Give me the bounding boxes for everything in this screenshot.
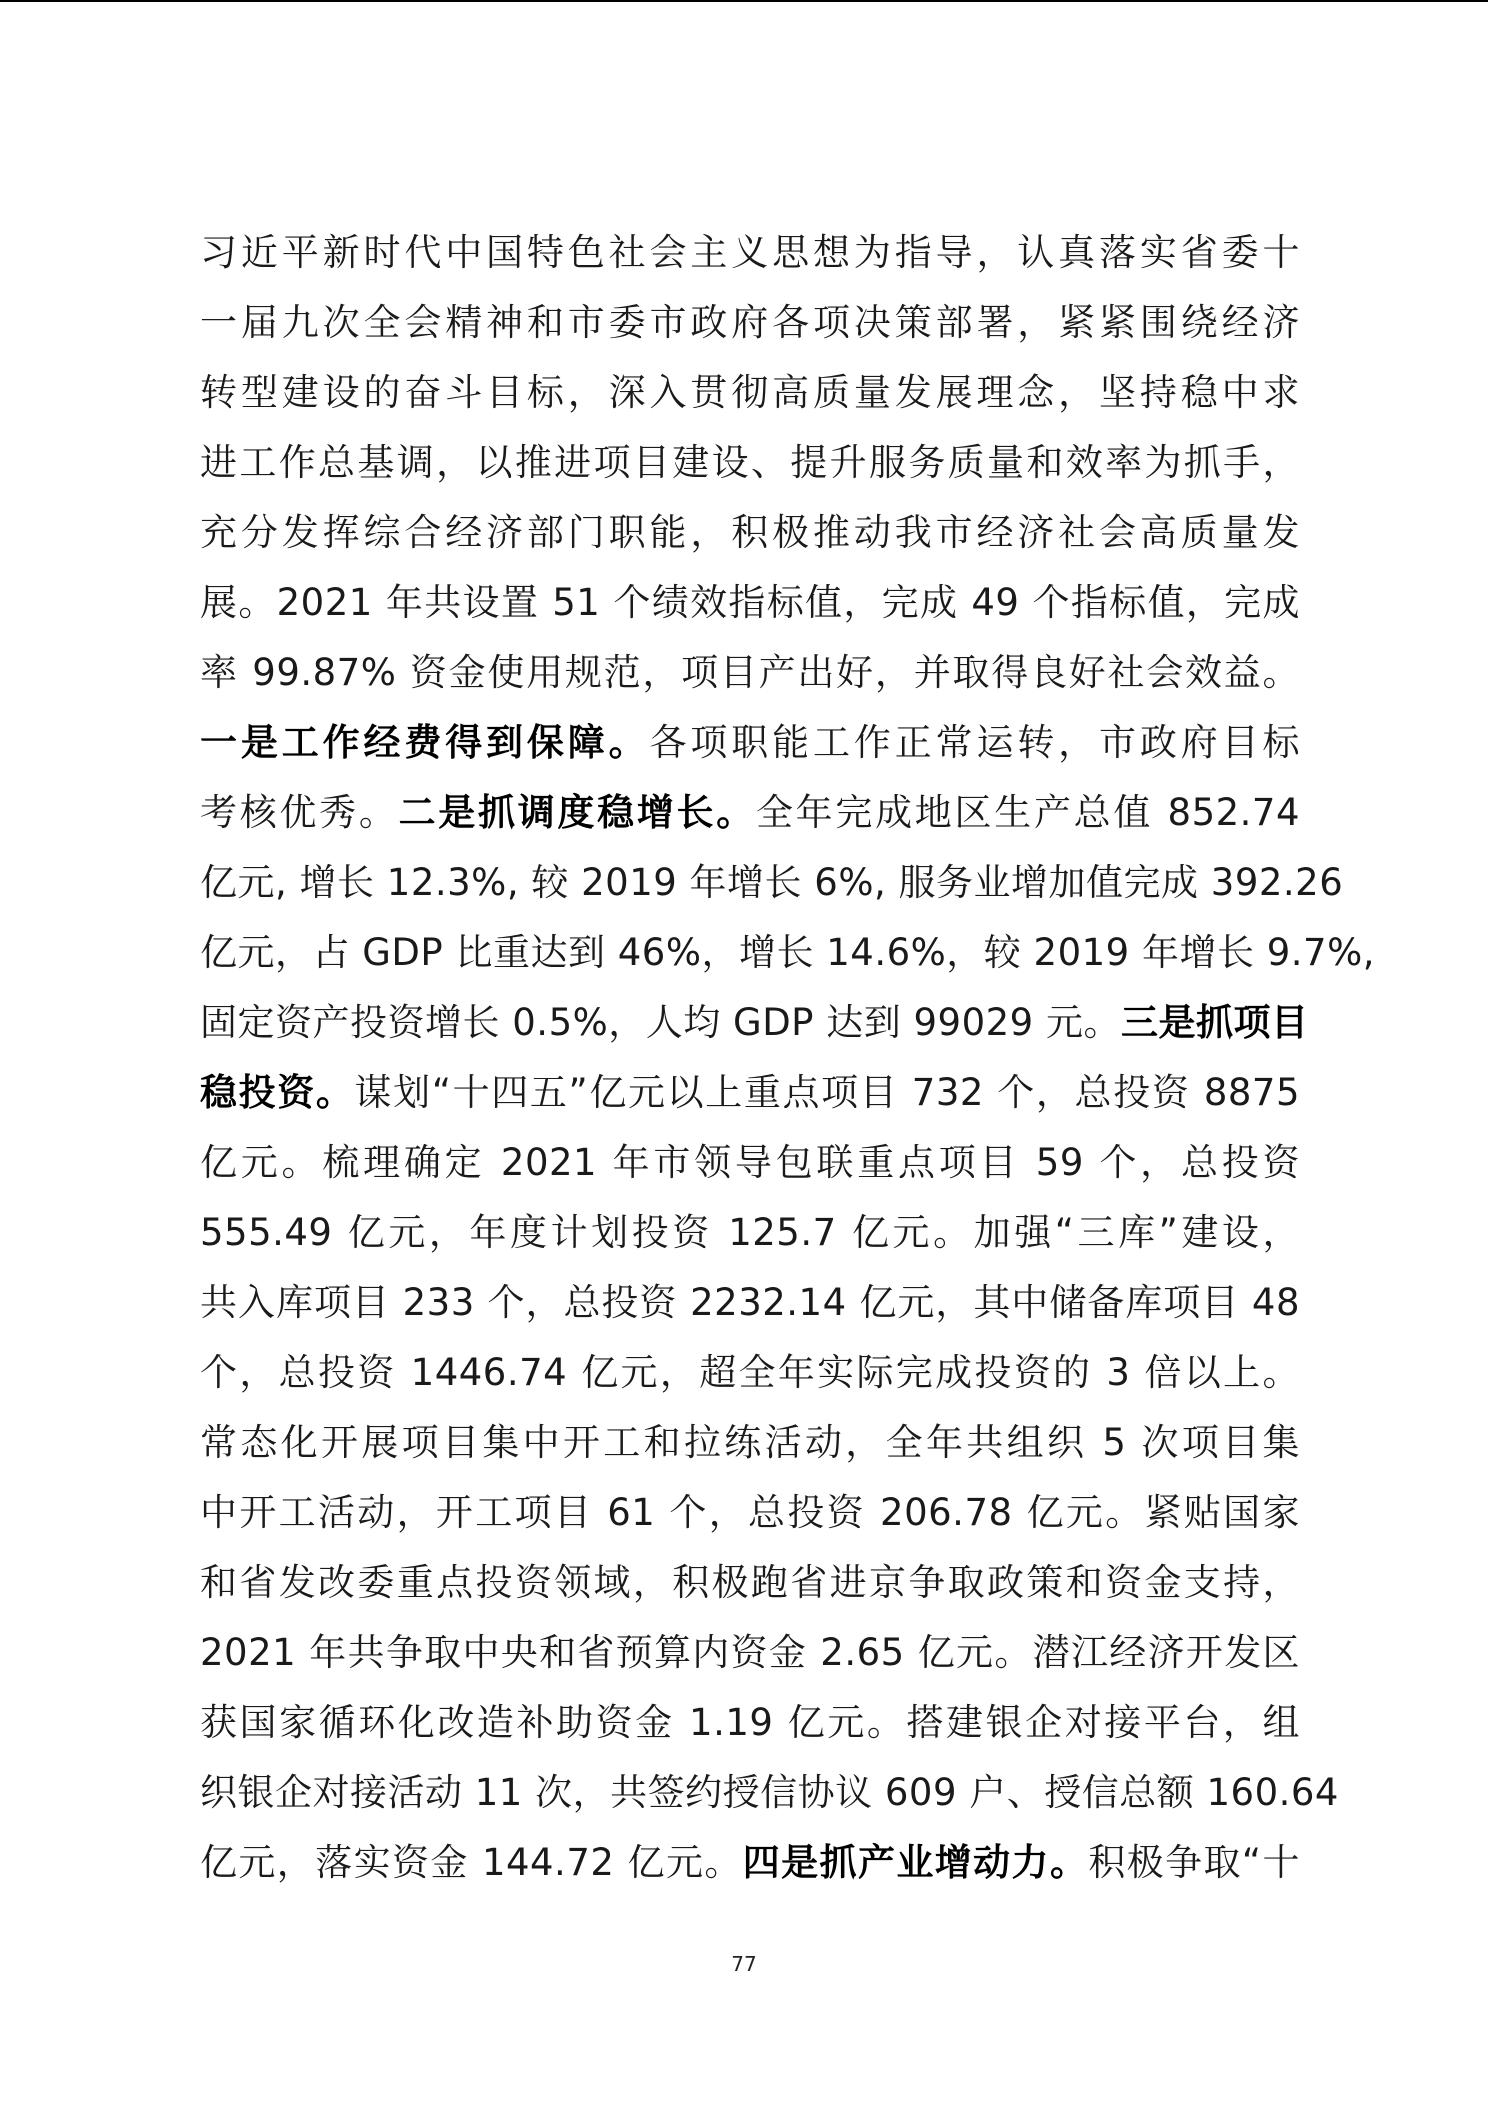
text-line — [200, 498, 1300, 568]
text-run: 固定资产投资增长 0.5%，人均 GDP 达到 99029 元。 — [200, 1001, 1121, 1044]
text-run: 共入库项目 233 个，总投资 2232.14 亿元，其中储备库项目 48 — [200, 1281, 1300, 1324]
text-line — [200, 1338, 1300, 1408]
text-line — [200, 1618, 1300, 1688]
text-line — [200, 1128, 1300, 1198]
text-line — [200, 1828, 1300, 1898]
text-run: 进工作总基调，以推进项目建设、提升服务质量和效率为抓手， — [200, 441, 1300, 484]
text-run: 各项职能工作正常运转，市政府目标 — [649, 721, 1301, 764]
text-line — [200, 1688, 1300, 1758]
bold-heading-run: 二是抓调度稳增长。 — [398, 791, 756, 834]
text-run: 个，总投资 1446.74 亿元，超全年实际完成投资的 3 倍以上。 — [200, 1351, 1300, 1394]
text-run: 获国家循环化改造补助资金 1.19 亿元。搭建银企对接平台，组 — [200, 1701, 1300, 1744]
text-run: 亿元, 增长 12.3%, 较 2019 年增长 6%, 服务业增加值完成 392.26 — [200, 861, 1344, 904]
text-run: 555.49 亿元，年度计划投资 125.7 亿元。加强“三库”建设， — [200, 1211, 1300, 1254]
text-run: 亿元，落实资金 144.72 亿元。 — [200, 1841, 743, 1884]
text-line — [200, 1548, 1300, 1618]
text-line — [200, 1268, 1300, 1338]
text-run: 积极争取“十 — [1088, 1841, 1300, 1884]
text-run: 亿元，占 GDP 比重达到 46%，增长 14.6%，较 2019 年增长 9.7%, — [200, 931, 1376, 974]
text-line — [200, 778, 1300, 848]
text-line — [200, 358, 1300, 428]
text-line — [200, 1058, 1300, 1128]
text-line — [200, 708, 1300, 778]
text-run: 展。2021 年共设置 51 个绩效指标值，完成 49 个指标值，完成 — [200, 581, 1300, 624]
text-run: 考核优秀。 — [200, 791, 399, 834]
text-line — [200, 288, 1300, 358]
text-run: 率 99.87% 资金使用规范，项目产出好，并取得良好社会效益。 — [200, 651, 1300, 694]
text-line — [200, 918, 1376, 988]
text-run: 转型建设的奋斗目标，深入贯彻高质量发展理念，坚持稳中求 — [200, 371, 1300, 414]
text-run: 谋划“十四五”亿元以上重点项目 732 个，总投资 8875 — [354, 1071, 1301, 1114]
text-run: 习近平新时代中国特色社会主义思想为指导，认真落实省委十 — [200, 231, 1300, 274]
top-border — [0, 0, 1488, 2]
bold-heading-run: 稳投资。 — [200, 1071, 355, 1114]
bold-heading-run: 三是抓项目 — [1120, 1001, 1309, 1044]
text-line — [200, 428, 1300, 498]
text-run: 2021 年共争取中央和省预算内资金 2.65 亿元。潜江经济开发区 — [200, 1631, 1300, 1674]
text-line — [200, 1758, 1339, 1828]
text-run: 中开工活动，开工项目 61 个，总投资 206.78 亿元。紧贴国家 — [200, 1491, 1300, 1534]
document-body — [200, 218, 1376, 1898]
text-line — [200, 1478, 1300, 1548]
text-run: 和省发改委重点投资领域，积极跑省进京争取政策和资金支持， — [200, 1561, 1300, 1604]
text-line — [200, 988, 1309, 1058]
text-line — [200, 218, 1300, 288]
text-line — [200, 848, 1344, 918]
text-run: 一届九次全会精神和市委市政府各项决策部署，紧紧围绕经济 — [200, 301, 1300, 344]
text-line — [200, 1198, 1300, 1268]
text-run: 织银企对接活动 11 次，共签约授信协议 609 户、授信总额 160.64 — [200, 1771, 1339, 1814]
bold-heading-run: 四是抓产业增动力。 — [742, 1841, 1089, 1884]
page-number: 77 — [731, 1952, 757, 1976]
text-line — [200, 638, 1300, 708]
text-run: 亿元。梳理确定 2021 年市领导包联重点项目 59 个，总投资 — [200, 1141, 1300, 1184]
text-run: 常态化开展项目集中开工和拉练活动，全年共组织 5 次项目集 — [200, 1421, 1300, 1464]
bold-heading-run: 一是工作经费得到保障。 — [200, 721, 650, 764]
text-run: 全年完成地区生产总值 852.74 — [755, 791, 1301, 834]
text-run: 充分发挥综合经济部门职能，积极推动我市经济社会高质量发 — [200, 511, 1300, 554]
text-line — [200, 568, 1300, 638]
text-line — [200, 1408, 1300, 1478]
